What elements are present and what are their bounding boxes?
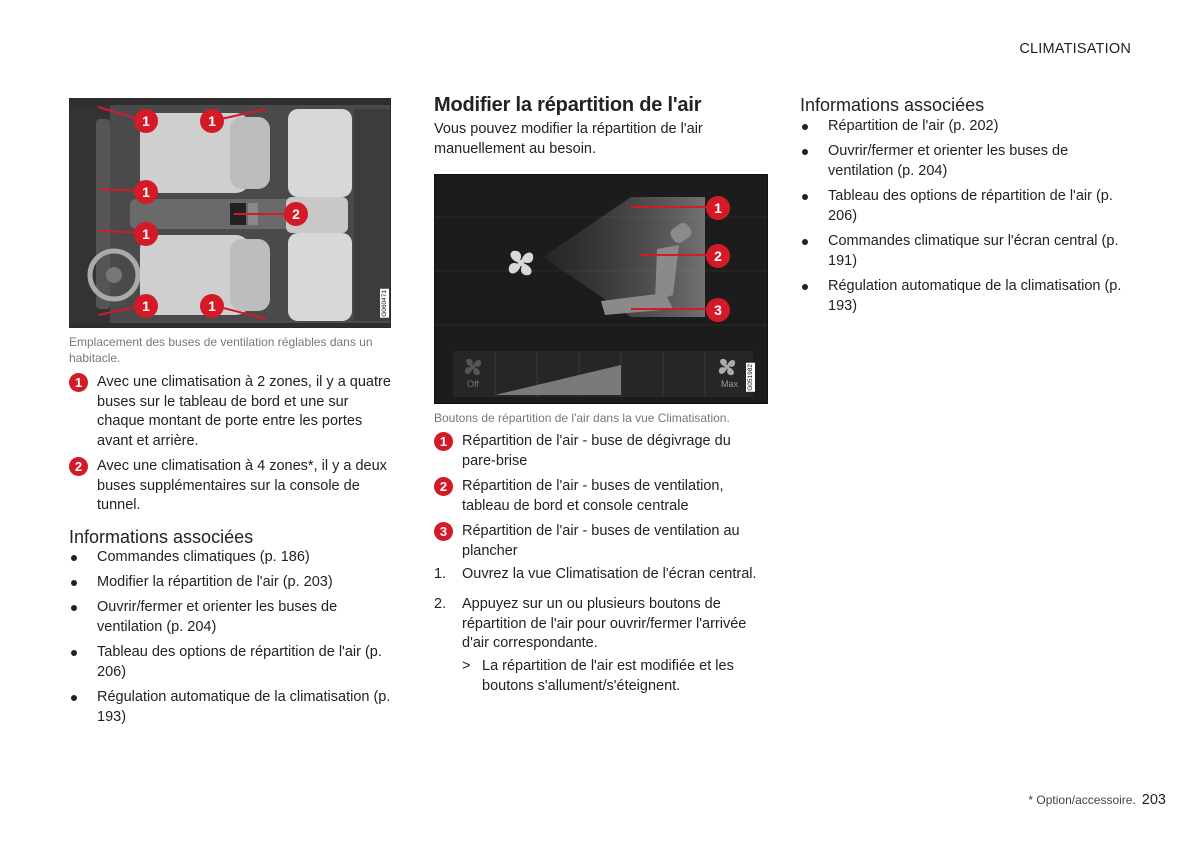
related-link[interactable] bbox=[69, 688, 391, 727]
step-item bbox=[434, 595, 768, 654]
related-info-title: Informations associées bbox=[800, 95, 985, 115]
number-badge: 2 bbox=[69, 457, 88, 476]
callout-1: 1 bbox=[134, 222, 158, 246]
related-info-title: Informations associées bbox=[69, 527, 254, 547]
number-badge: 1 bbox=[434, 432, 453, 451]
figure-caption: Emplacement des buses de ventilation réglables dans un habitacle. bbox=[69, 335, 373, 365]
step-text: Ouvrez la vue Climatisation de l'écran central. bbox=[462, 566, 757, 582]
link-text[interactable]: Tableau des options de répartition de l'air (p. 206) bbox=[97, 644, 382, 680]
link-text[interactable]: Régulation automatique de la climatisation (p. 193) bbox=[97, 689, 391, 725]
max-label: Max bbox=[721, 379, 739, 389]
link-text[interactable]: Répartition de l'air (p. 202) bbox=[828, 118, 999, 134]
step-item bbox=[434, 565, 768, 585]
page-footer bbox=[1028, 792, 1166, 808]
figure-caption: Boutons de répartition de l'air dans la vue Climatisation. bbox=[434, 411, 730, 425]
related-link[interactable] bbox=[800, 187, 1132, 226]
link-text[interactable]: Régulation automatique de la climatisation (p. 193) bbox=[828, 278, 1122, 314]
climate-screen-illustration bbox=[434, 174, 768, 404]
callout-description bbox=[434, 432, 768, 471]
intro-text: Vous pouvez modifier la répartition de l'air manuellement au besoin. bbox=[434, 121, 703, 157]
callout-3: 3 bbox=[706, 298, 730, 322]
description-text: Répartition de l'air - buse de dégivrage du pare-brise bbox=[462, 433, 731, 469]
callout-description bbox=[69, 373, 391, 451]
page-number: 203 bbox=[1141, 792, 1166, 808]
result-text: La répartition de l'air est modifiée et les boutons s'allument/s'éteignent. bbox=[482, 658, 734, 694]
section-title: CLIMATISATION bbox=[1019, 41, 1131, 57]
callout-description bbox=[434, 522, 768, 561]
link-text[interactable]: Commandes climatiques (p. 186) bbox=[97, 549, 310, 565]
callout-1: 1 bbox=[134, 294, 158, 318]
footnote: * Option/accessoire. bbox=[1028, 793, 1136, 807]
related-link[interactable] bbox=[69, 643, 391, 682]
step-text: Appuyez sur un ou plusieurs boutons de répartition de l'air pour ouvrir/fermer l'arrivée d'air correspondante. bbox=[462, 596, 747, 651]
related-link[interactable] bbox=[800, 277, 1132, 316]
figure-code: G051982 bbox=[747, 364, 754, 391]
description-text: Répartition de l'air - buses de ventilation, tableau de bord et console centrale bbox=[462, 478, 724, 514]
section-heading: Modifier la répartition de l'air bbox=[434, 94, 702, 116]
related-link[interactable] bbox=[800, 117, 1132, 137]
step-number: 1. bbox=[434, 566, 447, 582]
step-number: 2. bbox=[434, 596, 447, 612]
link-text[interactable]: Tableau des options de répartition de l'air (p. 206) bbox=[828, 188, 1113, 224]
callout-2: 2 bbox=[284, 202, 308, 226]
callout-1: 1 bbox=[706, 196, 730, 220]
off-label: Off bbox=[467, 379, 479, 389]
number-badge: 2 bbox=[434, 477, 453, 496]
related-link[interactable] bbox=[800, 142, 1132, 181]
related-link[interactable] bbox=[69, 598, 391, 637]
number-badge: 3 bbox=[434, 522, 453, 541]
related-link[interactable] bbox=[69, 548, 391, 568]
step-result bbox=[462, 657, 768, 696]
related-link[interactable] bbox=[69, 573, 391, 593]
link-text[interactable]: Modifier la répartition de l'air (p. 203) bbox=[97, 574, 333, 590]
link-text[interactable]: Ouvrir/fermer et orienter les buses de ventilation (p. 204) bbox=[828, 143, 1069, 179]
link-text[interactable]: Ouvrir/fermer et orienter les buses de ventilation (p. 204) bbox=[97, 599, 338, 635]
description-text: Répartition de l'air - buses de ventilation au plancher bbox=[462, 523, 740, 559]
figure-code: G060471 bbox=[381, 290, 388, 317]
number-badge: 1 bbox=[69, 373, 88, 392]
link-text[interactable]: Commandes climatique sur l'écran central (p. 191) bbox=[828, 233, 1119, 269]
description-text: Avec une climatisation à 4 zones*, il y a deux buses supplémentaires sur la console de tunnel. bbox=[97, 458, 387, 513]
callout-1: 1 bbox=[200, 109, 224, 133]
callout-2: 2 bbox=[706, 244, 730, 268]
callout-description bbox=[69, 457, 391, 516]
cabin-illustration bbox=[69, 98, 391, 328]
callout-1: 1 bbox=[134, 180, 158, 204]
related-link[interactable] bbox=[800, 232, 1132, 271]
result-marker: > bbox=[462, 658, 471, 674]
cabin-drawing bbox=[70, 99, 391, 328]
callout-description bbox=[434, 477, 768, 516]
callout-1: 1 bbox=[200, 294, 224, 318]
description-text: Avec une climatisation à 2 zones, il y a quatre buses sur le tableau de bord et une sur chaque montant de porte entre les portes avant et arrière. bbox=[97, 374, 391, 449]
callout-1: 1 bbox=[134, 109, 158, 133]
